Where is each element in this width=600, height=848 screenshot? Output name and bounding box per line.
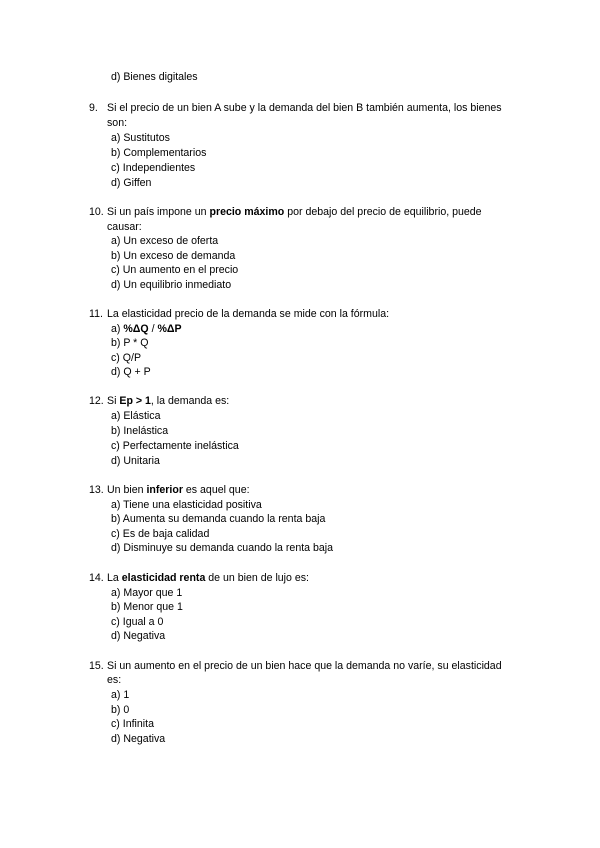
- question-12-option-b: b) Inelástica: [111, 425, 169, 437]
- question-9-option-b: b) Complementarios: [111, 147, 207, 159]
- question-14-option-b: b) Menor que 1: [111, 601, 183, 613]
- question-12-option-d: d) Unitaria: [111, 455, 160, 467]
- question-13-number: 13.: [89, 484, 104, 496]
- question-14-option-a: a) Mayor que 1: [111, 587, 183, 599]
- question-9-option-d: d) Giffen: [111, 177, 152, 189]
- question-15-option-b: b) 0: [111, 704, 130, 716]
- question-9-number: 9.: [89, 102, 98, 114]
- question-15-option-d: d) Negativa: [111, 733, 166, 745]
- question-10-text: Si un país impone un precio máximo por debajo del precio de equilibrio, puede: [107, 206, 482, 218]
- question-13-option-d: d) Disminuye su demanda cuando la renta baja: [111, 542, 334, 554]
- question-11-option-c: c) Q/P: [111, 352, 142, 364]
- question-11-number: 11.: [89, 308, 103, 320]
- question-11-option-b: b) P * Q: [111, 337, 149, 349]
- question-12-text: Si Ep > 1, la demanda es:: [107, 395, 230, 407]
- question-15-option-a: a) 1: [111, 689, 130, 701]
- question-12-option-c: c) Perfectamente inelástica: [111, 440, 239, 452]
- question-10-option-b: b) Un exceso de demanda: [111, 250, 236, 262]
- question-10-option-a: a) Un exceso de oferta: [111, 235, 219, 247]
- question-9-option-a: a) Sustitutos: [111, 132, 170, 144]
- question-13-option-b: b) Aumenta su demanda cuando la renta baja: [111, 513, 326, 525]
- question-9-text: Si el precio de un bien A sube y la demanda del bien B también aumenta, los bienes: [107, 102, 502, 114]
- question-9-text-cont: son:: [107, 117, 128, 129]
- question-15-number: 15.: [89, 660, 104, 672]
- question-12-number: 12.: [89, 395, 104, 407]
- question-13-option-a: a) Tiene una elasticidad positiva: [111, 499, 262, 511]
- question-11-option-d: d) Q + P: [111, 366, 151, 378]
- question-12-option-a: a) Elástica: [111, 410, 161, 422]
- question-10-number: 10.: [89, 206, 104, 218]
- question-11-option-a: a) %ΔQ / %ΔP: [111, 323, 182, 335]
- question-13-option-c: c) Es de baja calidad: [111, 528, 210, 540]
- question-10-text-cont: causar:: [107, 221, 142, 233]
- question-14-option-d: d) Negativa: [111, 630, 166, 642]
- carryover-option: d) Bienes digitales: [111, 71, 198, 83]
- question-15-option-c: c) Infinita: [111, 718, 154, 730]
- question-14-text: La elasticidad renta de un bien de lujo es:: [107, 572, 310, 584]
- question-9-option-c: c) Independientes: [111, 162, 196, 174]
- question-14-number: 14.: [89, 572, 104, 584]
- question-14-option-c: c) Igual a 0: [111, 616, 164, 628]
- question-10-option-c: c) Un aumento en el precio: [111, 264, 239, 276]
- question-10-option-d: d) Un equilibrio inmediato: [111, 279, 232, 291]
- question-13-text: Un bien inferior es aquel que:: [107, 484, 250, 496]
- question-15-text-cont: es:: [107, 674, 122, 686]
- question-11-text: La elasticidad precio de la demanda se mide con la fórmula:: [107, 308, 390, 320]
- question-15-text: Si un aumento en el precio de un bien hace que la demanda no varíe, su elasticidad: [107, 660, 502, 672]
